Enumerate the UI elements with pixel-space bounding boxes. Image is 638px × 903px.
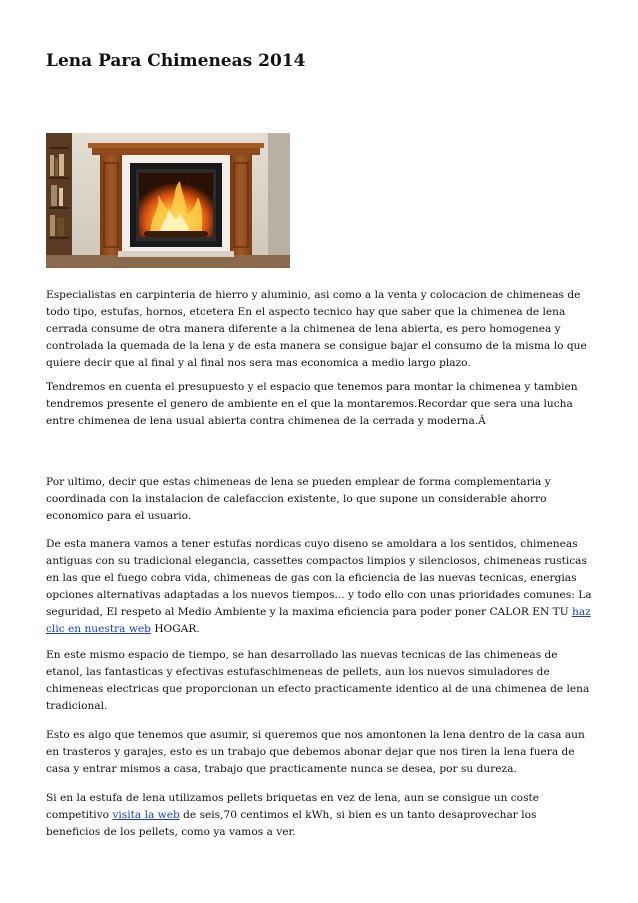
page-title: Lena Para Chimeneas 2014 bbox=[46, 51, 306, 71]
paragraph-1: Especialistas en carpinteria de hierro y aluminio, asi como a la venta y colocacion de chimeneas de todo tipo, estufas, hornos, etcetera En el aspecto tecnico hay que saber que la chimenea de lena cerrada consume de otra manera diferente a la chimenea de lena abierta, es pero homogenea y controlada la quemada de la lena y de esta manera se consigue bajar el consumo de la misma lo que quiere decir que al final y al final nos sera mas economica a medio largo plazo. bbox=[46, 289, 587, 369]
paragraph-4-text-after: HOGAR. bbox=[150, 623, 200, 635]
fireplace-illustration bbox=[46, 133, 290, 268]
paragraph-7 bbox=[46, 790, 594, 841]
paragraph-3: Por ultimo, decir que estas chimeneas de lena se pueden emplear de forma complementaria y coordinada con la instalacion de calefaccion existente, lo que supone un considerable ahorro economico para el usuario. bbox=[46, 476, 551, 522]
haz-clic-link[interactable]: haz clic en nuestra web bbox=[46, 606, 591, 635]
paragraph-7-text-after: de seis,70 centimos el kWh, si bien es un tanto desaprovechar los beneficios de los pellets, como ya vamos a ver. bbox=[46, 809, 537, 838]
paragraph-7-text-before: Si en la estufa de lena utilizamos pellets briquetas en vez de lena, aun se consigue un coste competitivo bbox=[46, 792, 540, 821]
paragraph-2: Tendremos en cuenta el presupuesto y el espacio que tenemos para montar la chimenea y tambien tendremos presente el genero de ambiente en el que la montaremos.Recordar que sera una lucha entre chimenea de lena usual abierta contra chimenea de la cerrada y moderna.Â bbox=[46, 381, 578, 427]
paragraph-4 bbox=[46, 536, 594, 638]
fireplace-photo bbox=[46, 133, 290, 268]
paragraph-6: Esto es algo que tenemos que asumir, si queremos que nos amontonen la lena dentro de la casa aun en trasteros y garajes, esto es un trabajo que debemos abonar dejar que nos tiren la lena fuera de casa y entrar mismos a casa, trabajo que practicamente nunca se desea, por su dureza. bbox=[46, 729, 585, 775]
paragraph-4-text-before: De esta manera vamos a tener estufas nordicas cuyo diseno se amoldara a los sentidos, chimeneas antiguas con su tradicional elegancia, cassettes compactos limpios y silenciosos, chimeneas rusticas en las que el fuego cobra vida, chimeneas de gas con la eficiencia de las nuevas tecnicas, energias opciones alternativas adaptadas a los nuevos tiempos... y todo ello con unas prioridades comunes: La seguridad, El respeto al Medio Ambiente y la maxima eficiencia para poder poner CALOR EN TU bbox=[46, 538, 592, 618]
paragraph-5: En este mismo espacio de tiempo, se han desarrollado las nuevas tecnicas de las chimeneas de etanol, las fantasticas y efectivas estufaschimeneas de pellets, aun los nuevos simuladores de chimeneas electricas que proporcionan un efecto practicamente identico al de una chimenea de lena tradicional. bbox=[46, 649, 590, 712]
visita-la-web-link[interactable]: visita la web bbox=[112, 809, 180, 821]
